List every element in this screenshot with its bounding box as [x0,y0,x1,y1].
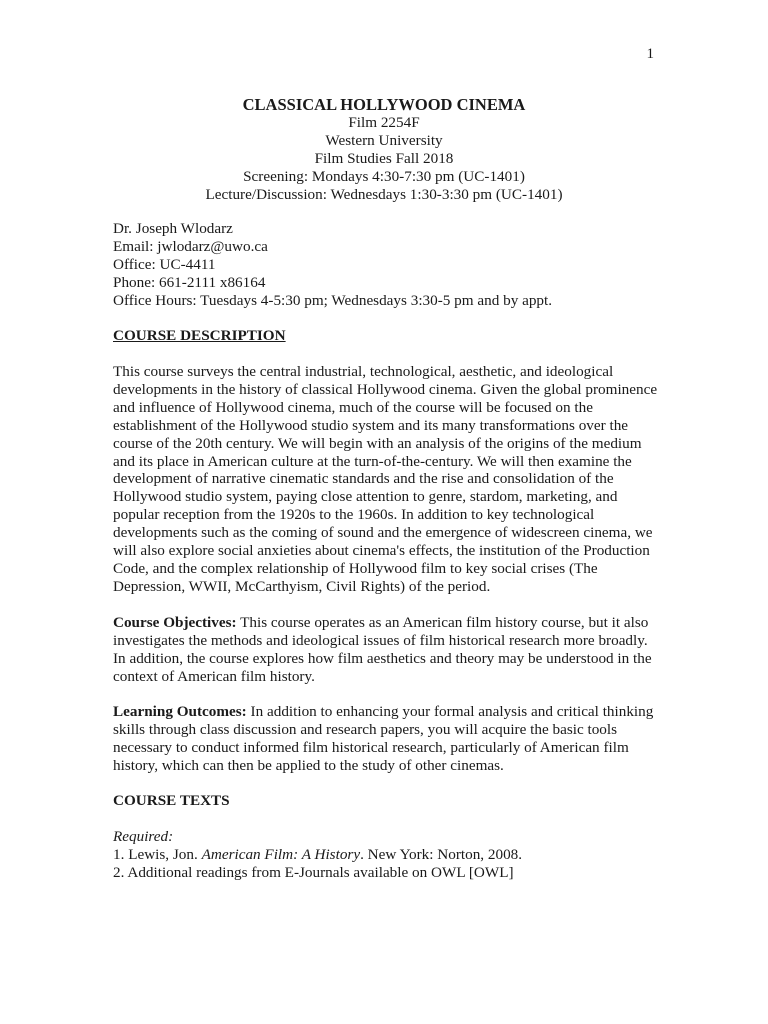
outcomes-first-line [113,703,658,721]
text-item-1-author: 1. Lewis, Jon. [113,845,202,863]
description-line: and its place in American culture at the turn-of-the-century. We will then examine the [113,452,632,470]
description-line: course of the 20th century. We will begin with an analysis of the origins of the medium [113,434,642,452]
description-line: Code, and the complex relationship of Hollywood film to key social crises (The [113,559,598,577]
outcomes-text: In addition to enhancing your formal analysis and critical thinking [246,703,654,721]
description-line: will also explore social anxieties about cinema's effects, the institution of the Production [113,542,650,560]
instructor-email: Email: jwlodarz@uwo.ca [113,238,268,255]
learning-outcomes-label: Learning Outcomes: [113,703,247,721]
description-line: popular reception from the 1920s to the 1960s. In addition to key technological [113,506,595,524]
required-label: Required: [113,828,174,846]
syllabus-header [0,95,768,204]
contact-block [113,220,658,310]
course-description-paragraph [113,363,658,596]
objectives-line: investigates the methods and ideological issues of film historical research more broadly. [113,631,648,649]
course-code: Film 2254F [348,114,420,131]
description-line: developments such as the coming of sound and the emergence of widescreen cinema, we [113,524,653,542]
office-hours: Office Hours: Tuesdays 4-5:30 pm; Wednesdays 3:30-5 pm and by appt. [113,292,553,309]
learning-outcomes-paragraph [113,703,658,775]
description-line: development of narrative cinematic standards and the rise and consolidation of the [113,470,614,488]
syllabus-body [113,220,658,882]
outcomes-line: history, which can then be applied to the study of other cinemas. [113,757,504,775]
text-item-1-publisher: . New York: Norton, 2008. [360,845,523,863]
objectives-line: In addition, the course explores how film aesthetics and theory may be understood in the [113,649,652,667]
instructor-name: Dr. Joseph Wlodarz [113,220,233,237]
description-line: developments in the history of classical Hollywood cinema. Given the global prominence [113,380,658,398]
term: Film Studies Fall 2018 [314,150,454,167]
outcomes-line: necessary to conduct informed film historical research, particularly of American film [113,739,629,757]
screening-time: Screening: Mondays 4:30-7:30 pm (UC-1401) [243,168,525,185]
objectives-line: context of American film history. [113,667,315,685]
lecture-time: Lecture/Discussion: Wednesdays 1:30-3:30 pm (UC-1401) [205,186,563,203]
course-texts-heading: COURSE TEXTS [113,792,230,810]
text-item-2: 2. Additional readings from E-Journals available on OWL [OWL] [113,863,514,881]
university-name: Western University [325,132,443,149]
outcomes-line: skills through class discussion and research papers, you will acquire the basic tools [113,721,618,739]
course-objectives-label: Course Objectives: [113,613,237,631]
description-line: establishment of the Hollywood studio system and its many transformations over the [113,416,629,434]
instructor-phone: Phone: 661-2111 x86164 [113,274,266,291]
instructor-office: Office: UC-4411 [113,256,216,273]
course-texts-list [113,828,658,882]
course-description-heading: COURSE DESCRIPTION [113,327,286,344]
description-line: and influence of Hollywood cinema, much of the course will be focused on the [113,398,593,416]
description-line: Hollywood studio system, paying close attention to genre, stardom, marketing, and [113,488,618,506]
description-line: This course surveys the central industrial, technological, aesthetic, and ideological [113,363,614,380]
course-objectives-paragraph [113,614,658,686]
text-item-1-title: American Film: A History [201,845,361,863]
text-item-1 [113,846,658,864]
objectives-first-line [113,614,658,632]
page-number: 1 [646,46,654,62]
objectives-text: This course operates as an American film history course, but it also [236,613,649,631]
description-line: Depression, WWII, McCarthyism, Civil Rights) of the period. [113,577,491,595]
course-title: CLASSICAL HOLLYWOOD CINEMA [242,95,526,114]
